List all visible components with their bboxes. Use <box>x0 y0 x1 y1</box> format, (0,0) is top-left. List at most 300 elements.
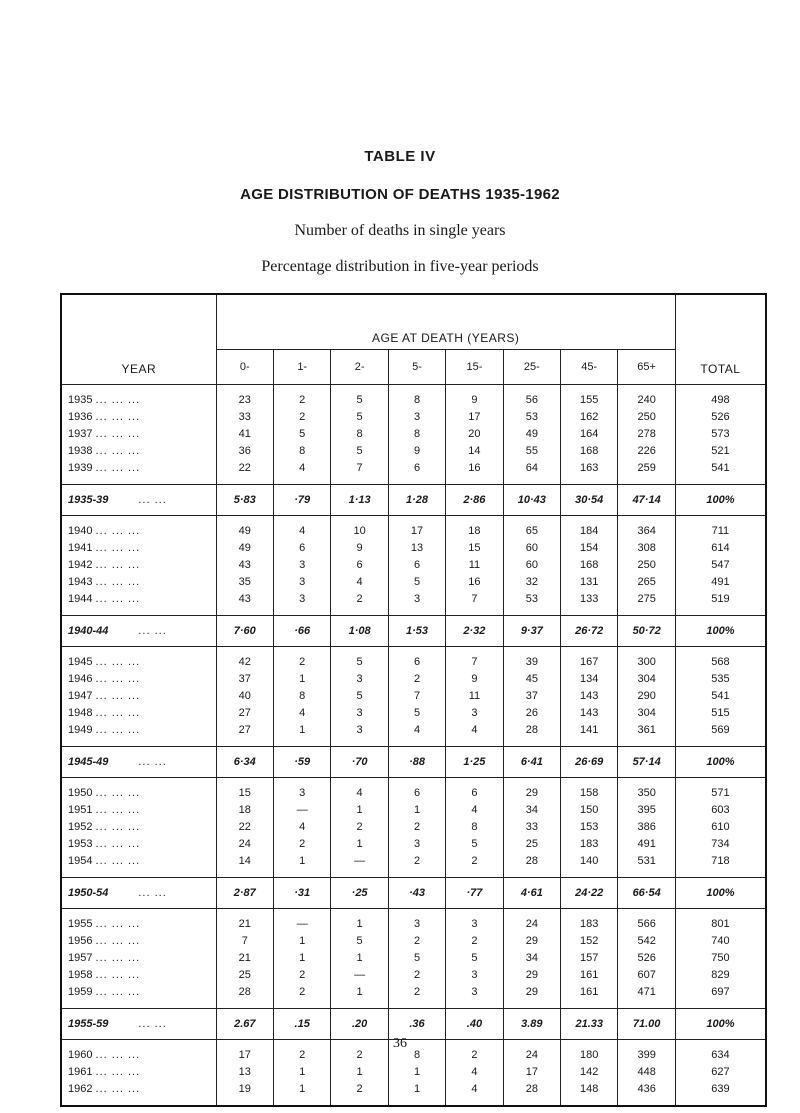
percentage-cell: .15 <box>274 1009 331 1040</box>
value-cell: 8 <box>388 425 445 442</box>
page-number: 36 <box>393 1036 407 1051</box>
value-cell: 542 <box>618 932 675 949</box>
value-cell: 183 <box>561 835 618 852</box>
value-cell: 29 <box>503 778 560 802</box>
value-cell: 2 <box>331 590 388 616</box>
value-cell: 2 <box>331 818 388 835</box>
value-cell: 10 <box>331 516 388 540</box>
value-cell: 4 <box>331 778 388 802</box>
table-row <box>61 835 766 852</box>
value-cell: 9 <box>388 442 445 459</box>
percentage-cell: 24·22 <box>561 878 618 909</box>
value-cell: 8 <box>388 385 445 409</box>
value-cell: 8 <box>388 1040 445 1064</box>
value-cell: 17 <box>216 1040 273 1064</box>
value-cell: 2 <box>388 966 445 983</box>
value-cell: 49 <box>216 539 273 556</box>
value-cell: 25 <box>503 835 560 852</box>
value-cell: 157 <box>561 949 618 966</box>
value-cell: 143 <box>561 687 618 704</box>
percentage-cell: 6·34 <box>216 747 273 778</box>
value-cell: 3 <box>331 670 388 687</box>
value-cell: 1 <box>331 909 388 933</box>
value-cell: 7 <box>388 687 445 704</box>
value-cell: 278 <box>618 425 675 442</box>
total-cell: 541 <box>675 459 766 485</box>
table-row <box>61 801 766 818</box>
value-cell: 4 <box>274 704 331 721</box>
value-cell: 8 <box>274 687 331 704</box>
value-cell: 14 <box>216 852 273 878</box>
value-cell: 11 <box>446 687 503 704</box>
year-label: 1956 ... ... ... <box>68 934 141 947</box>
summary-row <box>61 878 766 909</box>
percentage-cell: 2·87 <box>216 878 273 909</box>
percentage-cell: ·77 <box>446 878 503 909</box>
value-cell: 133 <box>561 590 618 616</box>
percentage-cell: 100% <box>675 1009 766 1040</box>
value-cell: 34 <box>503 949 560 966</box>
value-cell: 21 <box>216 909 273 933</box>
value-cell: 18 <box>446 516 503 540</box>
value-cell: 531 <box>618 852 675 878</box>
year-label: 1954 ... ... ... <box>68 854 141 867</box>
total-cell: 718 <box>675 852 766 878</box>
year-label: 1941 ... ... ... <box>68 541 141 554</box>
value-cell: 64 <box>503 459 560 485</box>
value-cell: 3 <box>274 590 331 616</box>
value-cell: 2 <box>274 966 331 983</box>
value-cell: 304 <box>618 670 675 687</box>
value-cell: 3 <box>388 835 445 852</box>
value-cell: 168 <box>561 556 618 573</box>
percentage-cell: ·25 <box>331 878 388 909</box>
value-cell: 158 <box>561 778 618 802</box>
value-cell: 300 <box>618 647 675 671</box>
value-cell: 5 <box>446 949 503 966</box>
value-cell: 36 <box>216 442 273 459</box>
value-cell: 142 <box>561 1063 618 1080</box>
value-cell: 28 <box>503 721 560 747</box>
value-cell: 161 <box>561 983 618 1009</box>
value-cell: 1 <box>388 1063 445 1080</box>
percentage-cell: 100% <box>675 747 766 778</box>
value-cell: 9 <box>446 670 503 687</box>
value-cell: 5 <box>388 704 445 721</box>
value-cell: 11 <box>446 556 503 573</box>
value-cell: 2 <box>274 408 331 425</box>
age-column-header: 25- <box>503 350 560 385</box>
total-cell: 571 <box>675 778 766 802</box>
value-cell: 3 <box>446 909 503 933</box>
total-cell: 634 <box>675 1040 766 1064</box>
percentage-cell: .36 <box>388 1009 445 1040</box>
value-cell: 4 <box>274 818 331 835</box>
value-cell: 15 <box>446 539 503 556</box>
value-cell: 28 <box>503 1080 560 1106</box>
value-cell: 5 <box>331 385 388 409</box>
value-cell: 275 <box>618 590 675 616</box>
value-cell: 32 <box>503 573 560 590</box>
value-cell: 20 <box>446 425 503 442</box>
total-cell: 610 <box>675 818 766 835</box>
table-row <box>61 442 766 459</box>
value-cell: 1 <box>388 801 445 818</box>
value-cell: 5 <box>446 835 503 852</box>
value-cell: 13 <box>216 1063 273 1080</box>
value-cell: 3 <box>274 556 331 573</box>
value-cell: 9 <box>331 539 388 556</box>
value-cell: 2 <box>274 983 331 1009</box>
value-cell: 7 <box>331 459 388 485</box>
percentage-cell: ·79 <box>274 485 331 516</box>
percentage-cell: 1·08 <box>331 616 388 647</box>
value-cell: 168 <box>561 442 618 459</box>
total-cell: 750 <box>675 949 766 966</box>
value-cell: 3 <box>446 966 503 983</box>
value-cell: 42 <box>216 647 273 671</box>
percentage-cell: ·88 <box>388 747 445 778</box>
year-label: 1943 ... ... ... <box>68 575 141 588</box>
value-cell: 163 <box>561 459 618 485</box>
total-cell: 697 <box>675 983 766 1009</box>
percentage-cell: ·66 <box>274 616 331 647</box>
value-cell: 6 <box>388 778 445 802</box>
value-cell: 1 <box>274 932 331 949</box>
value-cell: 40 <box>216 687 273 704</box>
percentage-cell: 2·86 <box>446 485 503 516</box>
percentage-cell: 57·14 <box>618 747 675 778</box>
value-cell: 3 <box>274 573 331 590</box>
value-cell: 37 <box>503 687 560 704</box>
year-label: 1935 ... ... ... <box>68 393 141 406</box>
value-cell: 1 <box>331 835 388 852</box>
percentage-cell: 26·72 <box>561 616 618 647</box>
summary-row <box>61 485 766 516</box>
value-cell: 53 <box>503 408 560 425</box>
table-row <box>61 704 766 721</box>
value-cell: 2 <box>388 983 445 1009</box>
percentage-cell: 30·54 <box>561 485 618 516</box>
value-cell: 290 <box>618 687 675 704</box>
percentage-cell: 2.67 <box>216 1009 273 1040</box>
table-row <box>61 539 766 556</box>
value-cell: 2 <box>274 1040 331 1064</box>
value-cell: 2 <box>331 1080 388 1106</box>
value-cell: 180 <box>561 1040 618 1064</box>
value-cell: 2 <box>388 670 445 687</box>
percentage-cell: ·59 <box>274 747 331 778</box>
value-cell: 24 <box>216 835 273 852</box>
value-cell: 2 <box>446 932 503 949</box>
total-cell: 603 <box>675 801 766 818</box>
value-cell: — <box>331 966 388 983</box>
value-cell: 49 <box>216 516 273 540</box>
value-cell: 1 <box>331 1063 388 1080</box>
table-row <box>61 459 766 485</box>
percentage-cell: ·31 <box>274 878 331 909</box>
value-cell: 162 <box>561 408 618 425</box>
value-cell: 17 <box>446 408 503 425</box>
value-cell: 37 <box>216 670 273 687</box>
period-label: 1945-49 ... ... <box>61 747 216 778</box>
value-cell: 60 <box>503 556 560 573</box>
value-cell: 304 <box>618 704 675 721</box>
year-label: 1951 ... ... ... <box>68 803 141 816</box>
value-cell: 161 <box>561 966 618 983</box>
value-cell: 7 <box>446 590 503 616</box>
value-cell: 140 <box>561 852 618 878</box>
value-cell: 4 <box>446 1080 503 1106</box>
value-cell: 8 <box>331 425 388 442</box>
value-cell: 4 <box>446 1063 503 1080</box>
age-column-header: 65+ <box>618 350 675 385</box>
value-cell: 16 <box>446 459 503 485</box>
value-cell: 45 <box>503 670 560 687</box>
percentage-cell: 9·37 <box>503 616 560 647</box>
total-cell: 498 <box>675 385 766 409</box>
percentage-cell: 47·14 <box>618 485 675 516</box>
description-line-1: Number of deaths in single years <box>294 222 506 239</box>
value-cell: 491 <box>618 835 675 852</box>
age-column-header: 1- <box>274 350 331 385</box>
table-row <box>61 966 766 983</box>
value-cell: 16 <box>446 573 503 590</box>
value-cell: 386 <box>618 818 675 835</box>
summary-row <box>61 616 766 647</box>
value-cell: 395 <box>618 801 675 818</box>
value-cell: 5 <box>331 932 388 949</box>
value-cell: 28 <box>216 983 273 1009</box>
value-cell: 350 <box>618 778 675 802</box>
year-label: 1940 ... ... ... <box>68 524 141 537</box>
value-cell: 43 <box>216 590 273 616</box>
year-label: 1938 ... ... ... <box>68 444 141 457</box>
percentage-cell: 1·28 <box>388 485 445 516</box>
total-cell: 526 <box>675 408 766 425</box>
percentage-cell: 100% <box>675 878 766 909</box>
value-cell: 18 <box>216 801 273 818</box>
period-label: 1950-54 ... ... <box>61 878 216 909</box>
percentage-cell: 4·61 <box>503 878 560 909</box>
total-cell: 614 <box>675 539 766 556</box>
percentage-cell: 71.00 <box>618 1009 675 1040</box>
value-cell: 3 <box>388 408 445 425</box>
value-cell: 65 <box>503 516 560 540</box>
value-cell: — <box>274 909 331 933</box>
percentage-cell: 5·83 <box>216 485 273 516</box>
value-cell: 4 <box>446 801 503 818</box>
value-cell: 35 <box>216 573 273 590</box>
year-label: 1948 ... ... ... <box>68 706 141 719</box>
year-label: 1947 ... ... ... <box>68 689 141 702</box>
percentage-cell: 2·32 <box>446 616 503 647</box>
table-row <box>61 1063 766 1080</box>
value-cell: 3 <box>446 704 503 721</box>
year-label: 1957 ... ... ... <box>68 951 141 964</box>
value-cell: 6 <box>331 556 388 573</box>
percentage-cell: 66·54 <box>618 878 675 909</box>
value-cell: 1 <box>274 1063 331 1080</box>
value-cell: 4 <box>274 516 331 540</box>
value-cell: 29 <box>503 932 560 949</box>
percentage-cell: 21.33 <box>561 1009 618 1040</box>
age-column-header: 5- <box>388 350 445 385</box>
value-cell: 17 <box>503 1063 560 1080</box>
value-cell: 2 <box>388 818 445 835</box>
value-cell: 39 <box>503 647 560 671</box>
value-cell: 56 <box>503 385 560 409</box>
value-cell: 265 <box>618 573 675 590</box>
total-cell: 639 <box>675 1080 766 1106</box>
age-column-header: 2- <box>331 350 388 385</box>
percentage-cell: 50·72 <box>618 616 675 647</box>
value-cell: 5 <box>331 687 388 704</box>
table-row <box>61 721 766 747</box>
value-cell: 240 <box>618 385 675 409</box>
value-cell: 27 <box>216 721 273 747</box>
value-cell: 1 <box>388 1080 445 1106</box>
total-cell: 734 <box>675 835 766 852</box>
value-cell: 2 <box>274 835 331 852</box>
table-row <box>61 647 766 671</box>
year-label: 1955 ... ... ... <box>68 917 141 930</box>
percentage-cell: 100% <box>675 485 766 516</box>
value-cell: 364 <box>618 516 675 540</box>
value-cell: 2 <box>388 932 445 949</box>
value-cell: 2 <box>446 1040 503 1064</box>
table-row <box>61 949 766 966</box>
value-cell: 150 <box>561 801 618 818</box>
value-cell: 34 <box>503 801 560 818</box>
year-label: 1944 ... ... ... <box>68 592 141 605</box>
table-row <box>61 818 766 835</box>
value-cell: 259 <box>618 459 675 485</box>
value-cell: 8 <box>274 442 331 459</box>
total-cell: 547 <box>675 556 766 573</box>
value-cell: 6 <box>388 556 445 573</box>
value-cell: 53 <box>503 590 560 616</box>
value-cell: 3 <box>331 721 388 747</box>
year-label: 1950 ... ... ... <box>68 786 141 799</box>
period-label: 1940-44 ... ... <box>61 616 216 647</box>
value-cell: 33 <box>216 408 273 425</box>
percentage-cell: 10·43 <box>503 485 560 516</box>
year-label: 1953 ... ... ... <box>68 837 141 850</box>
value-cell: 27 <box>216 704 273 721</box>
year-label: 1939 ... ... ... <box>68 461 141 474</box>
value-cell: 17 <box>388 516 445 540</box>
table-row <box>61 932 766 949</box>
value-cell: 1 <box>274 721 331 747</box>
total-cell: 740 <box>675 932 766 949</box>
table-subtitle: AGE DISTRIBUTION OF DEATHS 1935-1962 <box>240 186 560 203</box>
value-cell: 26 <box>503 704 560 721</box>
value-cell: 24 <box>503 1040 560 1064</box>
value-cell: 361 <box>618 721 675 747</box>
value-cell: 155 <box>561 385 618 409</box>
value-cell: 22 <box>216 818 273 835</box>
total-cell: 711 <box>675 516 766 540</box>
value-cell: 250 <box>618 408 675 425</box>
percentage-cell: 100% <box>675 616 766 647</box>
percentage-cell: .20 <box>331 1009 388 1040</box>
value-cell: 184 <box>561 516 618 540</box>
table-title: TABLE IV <box>364 148 436 165</box>
value-cell: 141 <box>561 721 618 747</box>
value-cell: — <box>331 852 388 878</box>
value-cell: 2 <box>331 1040 388 1064</box>
value-cell: 2 <box>388 852 445 878</box>
value-cell: 19 <box>216 1080 273 1106</box>
value-cell: 1 <box>331 949 388 966</box>
value-cell: 4 <box>331 573 388 590</box>
table-row <box>61 556 766 573</box>
year-label: 1962 ... ... ... <box>68 1082 141 1095</box>
year-label: 1945 ... ... ... <box>68 655 141 668</box>
table-row <box>61 1080 766 1106</box>
total-cell: 829 <box>675 966 766 983</box>
value-cell: 134 <box>561 670 618 687</box>
total-header: TOTAL <box>675 294 766 385</box>
value-cell: 308 <box>618 539 675 556</box>
total-cell: 521 <box>675 442 766 459</box>
value-cell: 5 <box>331 442 388 459</box>
total-cell: 519 <box>675 590 766 616</box>
age-column-header: 45- <box>561 350 618 385</box>
percentage-cell: 26·69 <box>561 747 618 778</box>
value-cell: 1 <box>331 983 388 1009</box>
description-line-2: Percentage distribution in five-year periods <box>261 258 539 275</box>
value-cell: 29 <box>503 966 560 983</box>
year-header: YEAR <box>61 294 216 385</box>
total-cell: 627 <box>675 1063 766 1080</box>
value-cell: 5 <box>331 408 388 425</box>
period-label: 1935-39 ... ... <box>61 485 216 516</box>
period-label: 1955-59 ... ... <box>61 1009 216 1040</box>
value-cell: 5 <box>388 949 445 966</box>
total-cell: 515 <box>675 704 766 721</box>
value-cell: 183 <box>561 909 618 933</box>
value-cell: 29 <box>503 983 560 1009</box>
value-cell: 24 <box>503 909 560 933</box>
total-cell: 569 <box>675 721 766 747</box>
value-cell: 153 <box>561 818 618 835</box>
value-cell: 22 <box>216 459 273 485</box>
percentage-cell: 1·13 <box>331 485 388 516</box>
year-label: 1937 ... ... ... <box>68 427 141 440</box>
value-cell: 471 <box>618 983 675 1009</box>
value-cell: 8 <box>446 818 503 835</box>
value-cell: 3 <box>274 778 331 802</box>
age-column-header: 0- <box>216 350 273 385</box>
table-row <box>61 385 766 409</box>
percentage-cell: 1·53 <box>388 616 445 647</box>
year-label: 1961 ... ... ... <box>68 1065 141 1078</box>
value-cell: 7 <box>446 647 503 671</box>
value-cell: 7 <box>216 932 273 949</box>
value-cell: 1 <box>274 852 331 878</box>
value-cell: 4 <box>274 459 331 485</box>
total-cell: 568 <box>675 647 766 671</box>
percentage-cell: ·43 <box>388 878 445 909</box>
percentage-cell: ·70 <box>331 747 388 778</box>
age-group-header: AGE AT DEATH (YEARS) <box>216 294 675 350</box>
value-cell: 5 <box>331 647 388 671</box>
value-cell: 436 <box>618 1080 675 1106</box>
value-cell: 1 <box>274 1080 331 1106</box>
age-column-header: 15- <box>446 350 503 385</box>
